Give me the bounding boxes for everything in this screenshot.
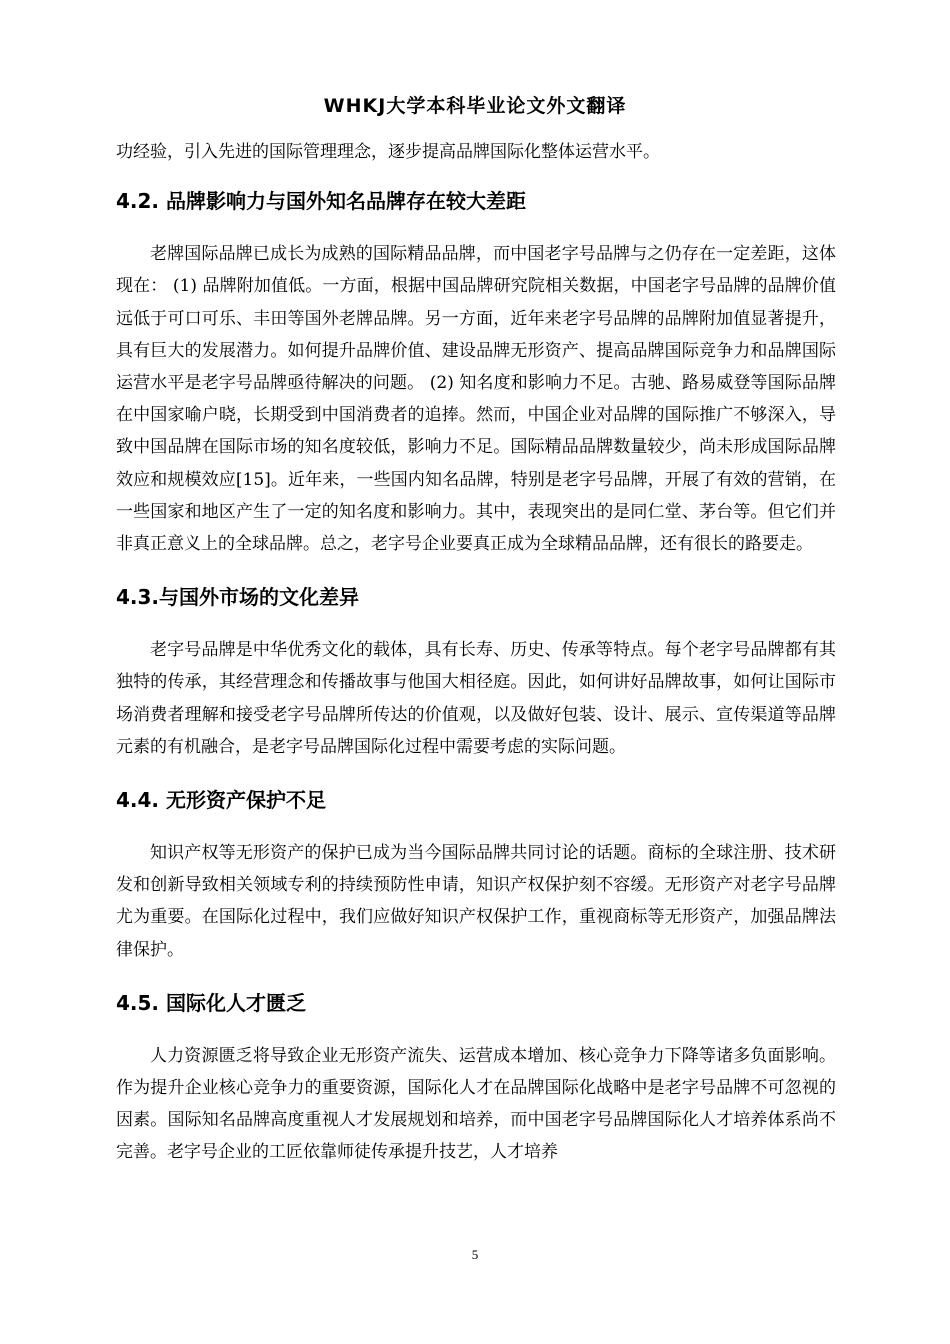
section-paragraph-4-2: 老牌国际品牌已成长为成熟的国际精品品牌，而中国老字号品牌与之仍存在一定差距，这体现在： (1) 品牌附加值低。一方面，根据中国品牌研究院相关数据，中国老字号品牌的品牌价值远低于可口可乐、丰田等国外老牌品牌。另一方面，近年来老字号品牌的品牌附加值显著提升，具有巨大的发展潜力。如何提升品牌价值、建设品牌无形资产、提高品牌国际竞争力和品牌国际运营水平是老字号品牌亟待解决的问题。 (2) 知名度和影响力不足。古驰、路易威登等国际品牌在中国家喻户晓，长期受到中国消费者的追捧。然而，中国企业对品牌的国际推广不够深入，导致中国品牌在国际市场的知名度较低，影响力不足。国际精品品牌数量较少，尚未形成国际品牌效应和规模效应[15]。近年来，一些国内知名品牌，特别是老字号品牌，开展了有效的营销，在一些国家和地区产生了一定的知名度和影响力。其中，表现突出的是同仁堂、茅台等。但它们并非真正意义上的全球品牌。总之，老字号企业要真正成为全球精品品牌，还有很长的路要走。 xyxy=(116,244,836,555)
section-heading-4-5: 4.5. 国际化人才匮乏 xyxy=(116,990,306,1015)
section-heading-4-3: 4.3.与国外市场的文化差异 xyxy=(116,585,360,610)
section-heading-4-2: 4.2. 品牌影响力与国外知名品牌存在较大差距 xyxy=(116,189,526,214)
document-body xyxy=(116,136,836,1169)
running-header: WHKJ大学本科毕业论文外文翻译 xyxy=(323,95,627,117)
section-heading-4-4: 4.4. 无形资产保护不足 xyxy=(116,788,326,813)
section-paragraph-4-3: 老字号品牌是中华优秀文化的载体，具有长寿、历史、传承等特点。每个老字号品牌都有其独特的传承，其经营理念和传播故事与他国大相径庭。因此，如何讲好品牌故事，如何让国际市场消费者理解和接受老字号品牌所传达的价值观，以及做好包装、设计、展示、宣传渠道等品牌元素的有机融合，是老字号品牌国际化过程中需要考虑的实际问题。 xyxy=(116,640,836,757)
section-paragraph-4-5: 人力资源匮乏将导致企业无形资产流失、运营成本增加、核心竞争力下降等诸多负面影响。作为提升企业核心竞争力的重要资源，国际化人才在品牌国际化战略中是老字号品牌不可忽视的因素。国际知名品牌高度重视人才发展规划和培养，而中国老字号品牌国际化人才培养体系尚不完善。老字号企业的工匠依靠师徒传承提升技艺，人才培养 xyxy=(116,1045,836,1163)
continuation-paragraph: 功经验，引入先进的国际管理理念，逐步提高品牌国际化整体运营水平。 xyxy=(116,142,660,162)
page-number: 5 xyxy=(471,1247,479,1262)
section-paragraph-4-4: 知识产权等无形资产的保护已成为当今国际品牌共同讨论的话题。商标的全球注册、技术研发和创新导致相关领域专利的持续预防性申请，知识产权保护刻不容缓。无形资产对老字号品牌尤为重要。在国际化过程中，我们应做好知识产权保护工作，重视商标等无形资产，加强品牌法律保护。 xyxy=(116,843,836,960)
